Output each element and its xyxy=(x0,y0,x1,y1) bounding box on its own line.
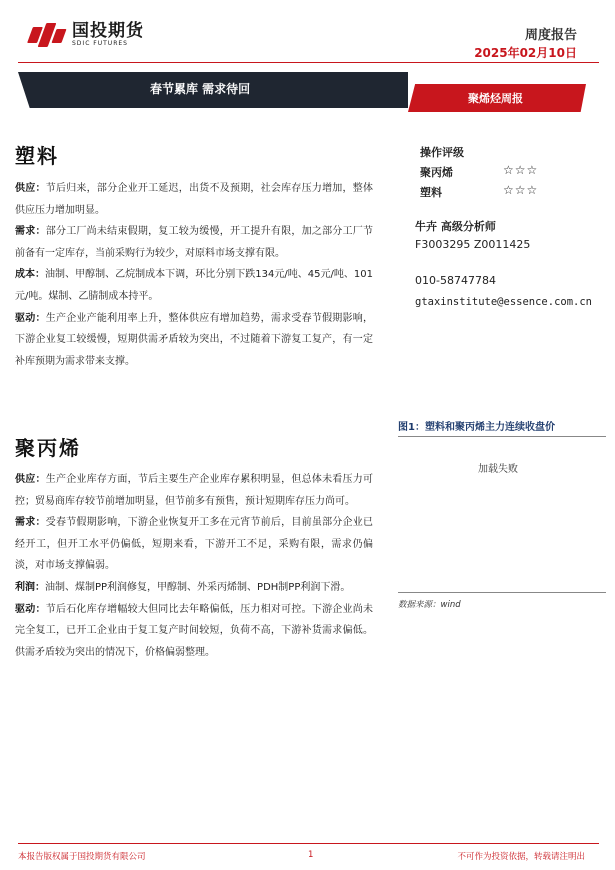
figure-placeholder: 加载失败 xyxy=(478,464,518,475)
paragraph-text: 部分工厂尚未结束假期，复工较为缓慢，开工提升有限，加之部分工厂节前备有一定库存，当前采购行为较少，对原料市场支撑有限。 xyxy=(15,226,374,259)
section-body-pp xyxy=(15,469,373,663)
star-rating-icon: ☆☆☆ xyxy=(503,163,539,177)
paragraph xyxy=(15,221,373,264)
analyst-email: gtaxinstitute@essence.com.cn xyxy=(415,296,593,308)
logo-icon xyxy=(30,23,68,47)
analyst-phone: 010-58747784 xyxy=(415,274,496,287)
paragraph-label: 需求： xyxy=(15,517,46,529)
analyst-license: F3003295 Z0011425 xyxy=(415,238,531,251)
page-number: 1 xyxy=(308,850,314,860)
section-heading-pp: 聚丙烯 xyxy=(15,436,81,460)
figure-title: 图1：塑料和聚丙烯主力连续收盘价 xyxy=(398,422,555,433)
paragraph xyxy=(15,264,373,307)
figure-bottom-rule xyxy=(398,592,606,593)
paragraph-text: 油制、煤制PP利润修复，甲醇制、外采丙烯制、PDH制PP利润下滑。 xyxy=(45,581,351,593)
paragraph xyxy=(15,577,373,599)
paragraph-label: 驱动： xyxy=(15,312,46,324)
paragraph-text: 油制、甲醇制、乙烷制成本下调，环比分别下跌134元/吨、45元/吨、101元/吨。煤制、乙腈制成本持平。 xyxy=(15,269,374,302)
analyst-name: 牛卉 高级分析师 xyxy=(415,220,496,233)
footer-copyright: 本报告版权属于国投期货有限公司 xyxy=(18,852,146,862)
paragraph xyxy=(15,178,373,221)
logo-text-en: SDIC FUTURES xyxy=(72,40,128,47)
star-rating-icon: ☆☆☆ xyxy=(503,183,539,197)
logo-text-cn: 国投期货 xyxy=(72,21,144,41)
section-heading-plastic: 塑料 xyxy=(15,144,59,168)
paragraph-label: 供应： xyxy=(15,474,46,485)
footer-divider xyxy=(18,843,599,844)
paragraph-label: 利润： xyxy=(15,581,45,593)
paragraph xyxy=(15,308,373,373)
figure-top-rule xyxy=(398,436,606,437)
company-logo xyxy=(30,22,144,47)
section-body-plastic xyxy=(15,178,373,372)
paragraph-label: 成本： xyxy=(15,269,46,281)
rating-title: 操作评级 xyxy=(420,146,464,159)
footer-disclaimer: 不可作为投资依据，转载请注明出 xyxy=(457,852,585,862)
rating-product: 塑料 xyxy=(420,186,442,199)
paragraph-label: 供应： xyxy=(15,183,46,194)
paragraph-text: 生产企业产能利用率上升，整体供应有增加趋势，需求受春节假期影响，下游企业复工较缓慢，短期供需矛盾较为突出，不过随着下游复工复产，有一定补库预期为需求带来支撑。 xyxy=(15,312,374,367)
paragraph xyxy=(15,512,373,577)
paragraph xyxy=(15,599,373,664)
paragraph-label: 驱动： xyxy=(15,603,46,615)
paragraph xyxy=(15,469,373,512)
paragraph-label: 需求： xyxy=(15,226,46,238)
header-divider xyxy=(18,62,599,63)
paragraph-text: 生产企业库存方面，节后主要生产企业库存累积明显，但总体未看压力可控；贸易商库存较节前增加明显，但节前多有预售，预计短期库存压力尚可。 xyxy=(15,474,374,507)
paragraph-text: 受春节假期影响，下游企业恢复开工多在元宵节前后，目前虽部分企业已经开工，但开工水平仍偏低，短期来看，下游开工不足，采购有限，需求仍偏淡，对市场支撑偏弱。 xyxy=(15,517,374,572)
report-title: 春节累库 需求待回 xyxy=(150,82,251,96)
report-type: 周度报告 xyxy=(524,28,577,43)
paragraph-text: 节后石化库存增幅较大但同比去年略偏低，压力相对可控。下游企业尚未完全复工，已开工企业由于复工复产时间较短，负荷不高，下游补货需求偏低。供需矛盾较为突出的情况下，价格偏弱整理。 xyxy=(15,603,374,658)
report-category: 聚烯烃周报 xyxy=(468,92,523,105)
paragraph-text: 节后归来，部分企业开工延迟，出货不及预期，社会库存压力增加，整体供应压力增加明显。 xyxy=(15,183,374,216)
report-date: 2025年02月10日 xyxy=(474,46,577,60)
figure-source: 数据来源：wind xyxy=(398,600,461,610)
rating-product: 聚丙烯 xyxy=(420,166,453,179)
